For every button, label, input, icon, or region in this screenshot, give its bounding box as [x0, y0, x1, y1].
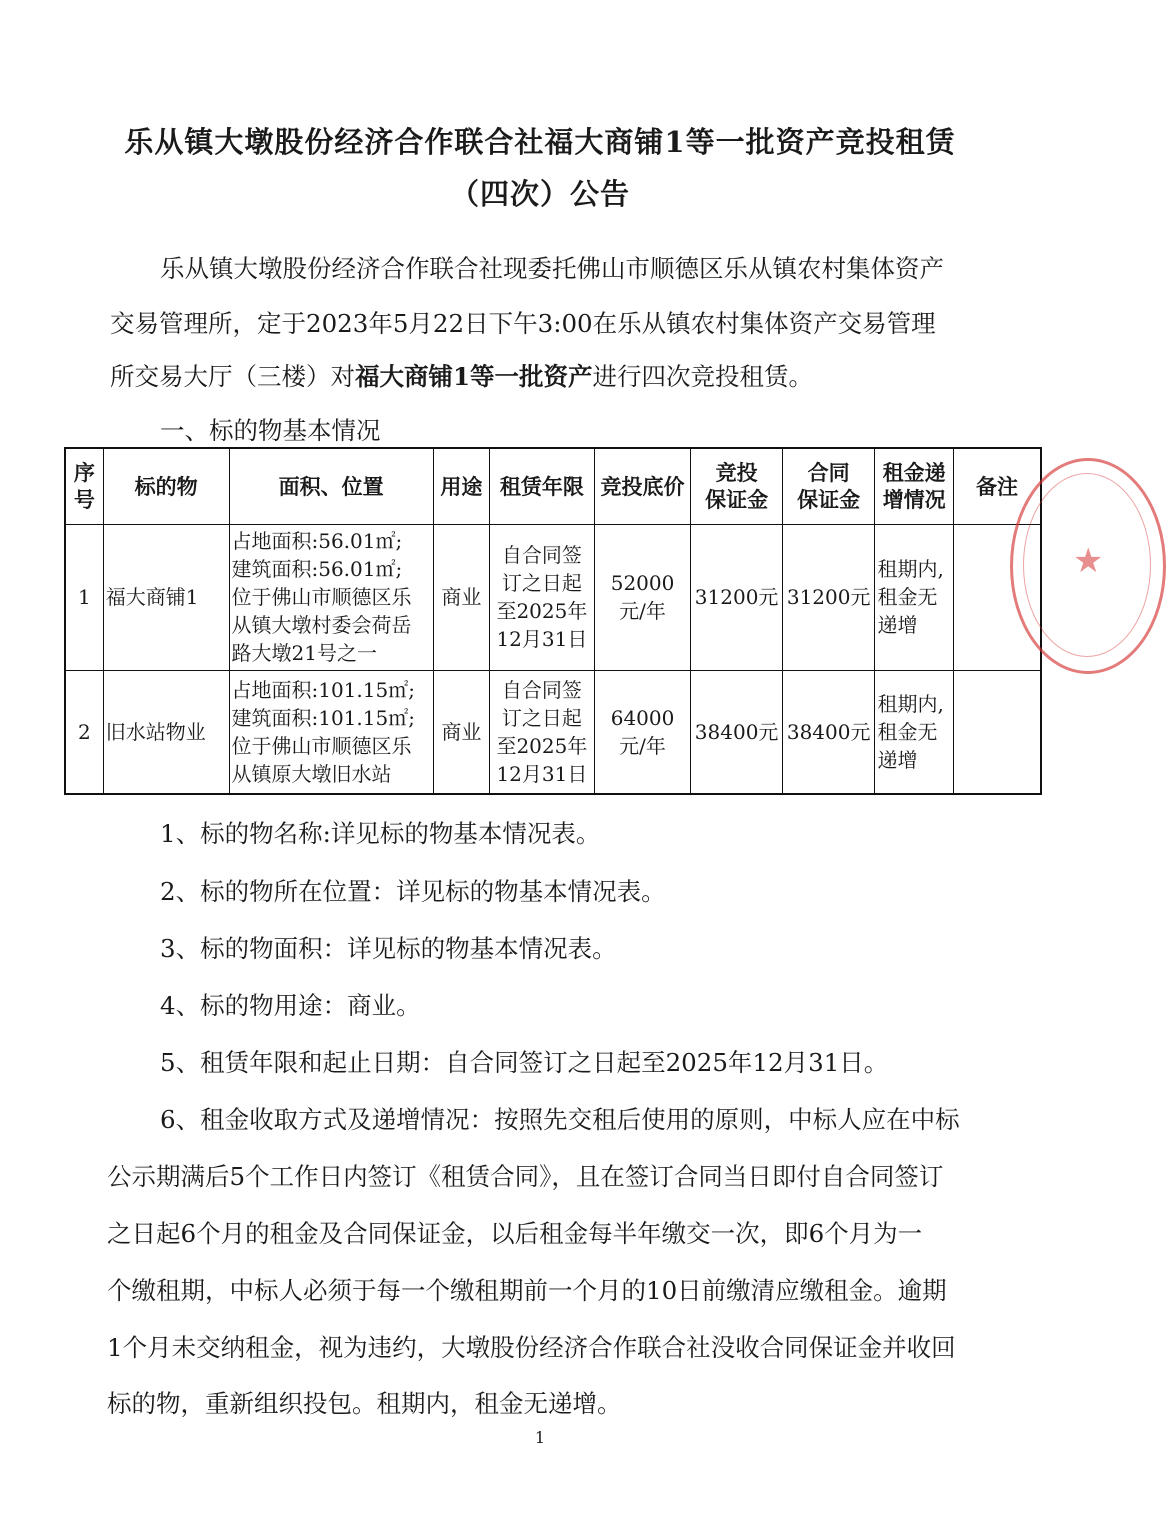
row1-contract-deposit: 31200元: [782, 524, 875, 670]
official-seal: [1010, 458, 1166, 674]
row2-contract-deposit: 38400元: [782, 670, 875, 794]
header-area: 面积、位置: [229, 448, 433, 524]
header-contract-deposit: 合同 保证金: [782, 448, 875, 524]
title-line-2: （四次）公告: [449, 177, 630, 211]
row2-remark: [953, 670, 1041, 794]
row1-increase: 租期内, 租金无 递增: [875, 524, 953, 670]
item-3: 3、标的物面积：详见标的物基本情况表。: [160, 934, 617, 963]
item-5: 5、租赁年限和起止日期：自合同签订之日起至2025年12月31日。: [160, 1048, 889, 1077]
intro-text-c: 进行四次竞投租赁。: [592, 362, 814, 391]
header-subject: 标的物: [103, 448, 229, 524]
header-increase: 租金递 增情况: [875, 448, 953, 524]
row1-deposit: 31200元: [691, 524, 783, 670]
intro-asset-name: 福大商铺1等一批资产: [355, 362, 593, 391]
row1-no: 1: [65, 524, 103, 670]
item-1: 1、标的物名称:详见标的物基本情况表。: [160, 819, 601, 848]
intro-line-1: 乐从镇大墩股份经济合作联合社现委托佛山市顺德区乐从镇农村集体资产: [160, 254, 944, 283]
header-no: 序 号: [65, 448, 103, 524]
asset-table: [64, 447, 1042, 795]
page-number: 1: [534, 1428, 546, 1447]
row2-increase: 租期内, 租金无 递增: [875, 670, 953, 794]
header-usage: 用途: [433, 448, 489, 524]
row2-deposit: 38400元: [691, 670, 783, 794]
row1-term: 自合同签 订之日起 至2025年 12月31日: [490, 524, 595, 670]
row2-base-price: 64000 元/年: [594, 670, 691, 794]
header-base-price: 竞投底价: [594, 448, 691, 524]
item-4: 4、标的物用途：商业。: [160, 991, 421, 1020]
row1-usage: 商业: [433, 524, 489, 670]
section-heading-1: 一、标的物基本情况: [160, 416, 381, 445]
title-line-1: 乐从镇大墩股份经济合作联合社福大商铺1等一批资产竞投租赁: [124, 125, 956, 159]
row1-base-price: 52000 元/年: [594, 524, 691, 670]
row1-subject: 福大商铺1: [103, 524, 229, 670]
item-6-line-3: 之日起6个月的租金及合同保证金，以后租金每半年缴交一次，即6个月为一: [107, 1219, 923, 1248]
row2-area: 占地面积:101.15㎡; 建筑面积:101.15㎡; 位于佛山市顺德区乐 从镇原大墩旧水站: [229, 670, 433, 794]
row2-subject: 旧水站物业: [103, 670, 229, 794]
item-6-line-4: 个缴租期，中标人必须于每一个缴租期前一个月的10日前缴清应缴租金。逾期: [107, 1276, 947, 1305]
table-header-row: [65, 448, 1041, 524]
item-6-line-1: 6、租金收取方式及递增情况：按照先交租后使用的原则，中标人应在中标: [160, 1105, 960, 1134]
table-row: [65, 524, 1041, 670]
table-row: [65, 670, 1041, 794]
seal-star-icon: ★: [1073, 541, 1104, 581]
intro-line-3: [110, 358, 813, 393]
header-remark: 备注: [953, 448, 1041, 524]
row2-usage: 商业: [433, 670, 489, 794]
row2-term: 自合同签 订之日起 至2025年 12月31日: [490, 670, 595, 794]
item-6-line-5: 1个月未交纳租金，视为违约，大墩股份经济合作联合社没收合同保证金并收回: [107, 1333, 956, 1362]
header-term: 租赁年限: [490, 448, 595, 524]
header-deposit: 竞投 保证金: [691, 448, 783, 524]
intro-text-a: 所交易大厅（三楼）对: [110, 362, 355, 391]
row2-no: 2: [65, 670, 103, 794]
row1-area: 占地面积:56.01㎡; 建筑面积:56.01㎡; 位于佛山市顺德区乐 从镇大墩村委会荷岳 路大墩21号之一: [229, 524, 433, 670]
intro-line-2: 交易管理所，定于2023年5月22日下午3:00在乐从镇农村集体资产交易管理: [110, 309, 936, 338]
item-6-line-6: 标的物，重新组织投包。租期内，租金无递增。: [107, 1389, 622, 1418]
item-6-line-2: 公示期满后5个工作日内签订《租赁合同》，且在签订合同当日即付自合同签订: [107, 1162, 944, 1191]
item-2: 2、标的物所在位置：详见标的物基本情况表。: [160, 877, 666, 906]
